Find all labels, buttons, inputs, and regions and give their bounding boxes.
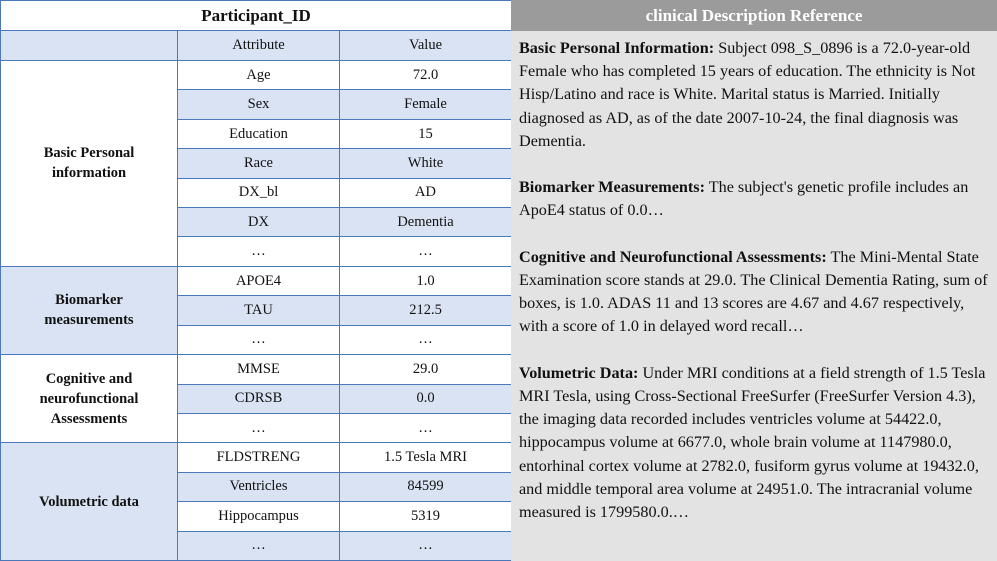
attribute-cell: TAU — [178, 296, 340, 325]
attribute-cell: DX — [178, 208, 340, 237]
section-text: The Mini-Mental State Examination score stands at 29.0. The Clinical Dementia Rating, sum of boxes, is 1.0. ADAS 11 and 13 scores are 4.67 and 4.67 respectively, with a score of 1.0 in delayed word recall… — [519, 247, 988, 336]
value-cell: 5319 — [340, 502, 512, 531]
attribute-cell: Race — [178, 149, 340, 178]
attribute-cell: CDRSB — [178, 384, 340, 413]
value-cell: Female — [340, 90, 512, 119]
value-cell: 0.0 — [340, 384, 512, 413]
value-cell: … — [340, 325, 512, 354]
category-cell: Cognitive and neurofunctional Assessments — [1, 355, 178, 443]
section-text: Under MRI conditions at a field strength of 1.5 Tesla MRI Tesla, using Cross-Sectional FreeSurfer (FreeSurfer Version 4.3), the imaging data recorded includes ventricles volume at 54422.0, hippocampus volume at 6677.0, whole brain volume at 1147980.0, entorhinal cortex volume at 2782.0, fusiform gyrus volume at 19432.0, and middle temporal area volume at 24951.0. The intracranial volume measured is 1799580.0.… — [519, 363, 986, 522]
section-text: The subject's genetic profile includes an ApoE4 status of 0.0… — [519, 178, 969, 220]
table-row — [1, 266, 512, 295]
attribute-cell: Hippocampus — [178, 502, 340, 531]
value-cell: 84599 — [340, 472, 512, 501]
section-heading: Volumetric Data: — [519, 363, 639, 382]
table-row — [1, 355, 512, 384]
attribute-cell: Education — [178, 119, 340, 148]
value-cell: 1.5 Tesla MRI — [340, 443, 512, 472]
attribute-cell: … — [178, 325, 340, 354]
description-section-biomarker — [519, 176, 989, 222]
value-cell: 212.5 — [340, 296, 512, 325]
category-cell: Volumetric data — [1, 443, 178, 561]
attribute-cell: Age — [178, 61, 340, 90]
table-title: Participant_ID — [1, 1, 512, 31]
section-heading: Cognitive and Neurofunctional Assessments: — [519, 247, 827, 266]
value-cell: 72.0 — [340, 61, 512, 90]
value-cell: AD — [340, 178, 512, 207]
attribute-cell: … — [178, 531, 340, 560]
table-row — [1, 61, 512, 90]
value-cell: … — [340, 413, 512, 442]
description-section-cognitive — [519, 246, 989, 339]
section-heading: Biomarker Measurements: — [519, 178, 705, 197]
description-body — [511, 31, 997, 524]
value-cell: … — [340, 237, 512, 266]
value-cell: White — [340, 149, 512, 178]
attribute-cell: Sex — [178, 90, 340, 119]
attribute-cell: … — [178, 413, 340, 442]
description-section-basic — [519, 37, 989, 153]
section-heading: Basic Personal Information: — [519, 39, 715, 57]
value-column-header: Value — [340, 31, 512, 61]
attribute-cell: MMSE — [178, 355, 340, 384]
category-cell: Biomarker measurements — [1, 266, 178, 354]
attribute-column-header: Attribute — [178, 31, 340, 61]
attribute-cell: … — [178, 237, 340, 266]
value-cell: 15 — [340, 119, 512, 148]
category-cell: Basic Personal information — [1, 61, 178, 267]
clinical-description-panel — [511, 0, 997, 561]
section-text: Subject 098_S_0896 is a 72.0-year-old Female who has completed 15 years of education. The ethnicity is Not Hisp/Latino and race is White. Marital status is Married. Initially diagnosed as AD, as of the date 2007-10-24, the final diagnosis was Dementia. — [519, 39, 976, 150]
value-cell: Dementia — [340, 208, 512, 237]
attribute-cell: FLDSTRENG — [178, 443, 340, 472]
value-cell: 29.0 — [340, 355, 512, 384]
category-header-cell — [1, 31, 178, 61]
value-cell: … — [340, 531, 512, 560]
description-section-volumetric — [519, 362, 989, 524]
attribute-cell: APOE4 — [178, 266, 340, 295]
table-row — [1, 443, 512, 472]
value-cell: 1.0 — [340, 266, 512, 295]
attribute-cell: Ventricles — [178, 472, 340, 501]
description-title: clinical Description Reference — [511, 0, 997, 31]
attribute-cell: DX_bl — [178, 178, 340, 207]
